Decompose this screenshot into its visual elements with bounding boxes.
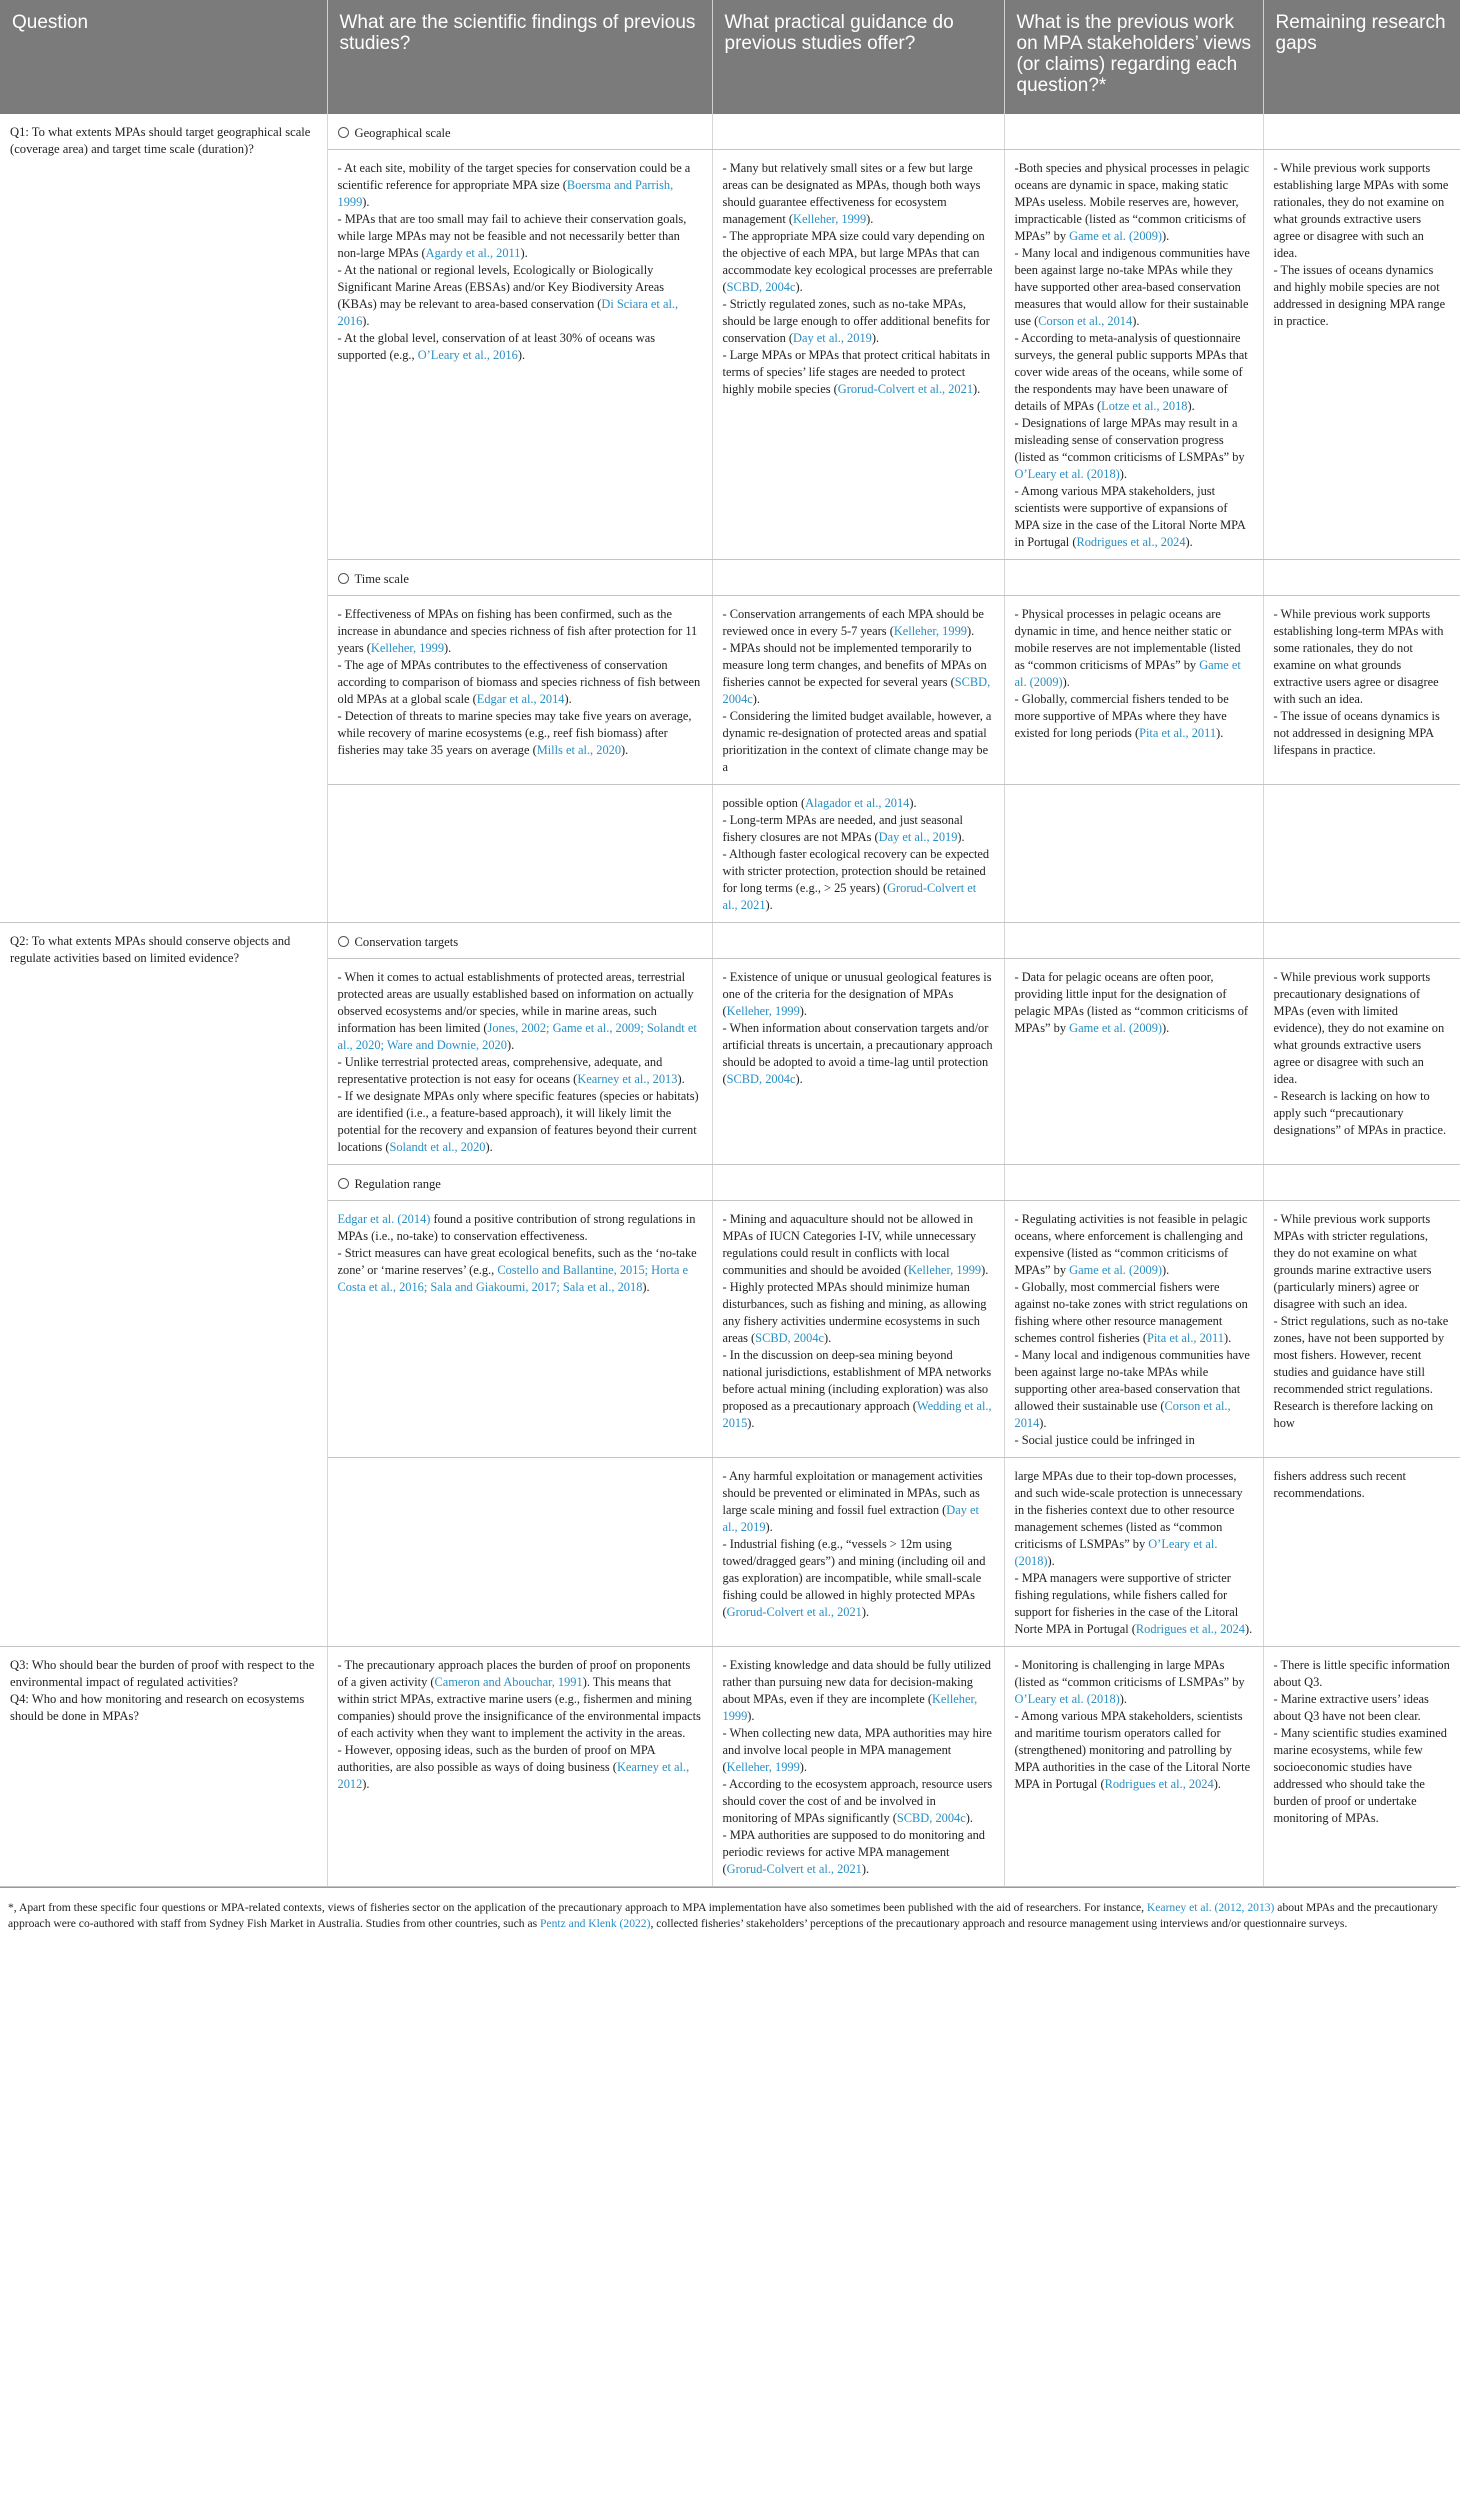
item-text: - MPA managers were supportive of stricter fishing regulations, while fishers called for support for fisheries in the case of the Litoral Norte MPA in Portugal (: [1014, 1571, 1239, 1636]
item-text: - Industrial fishing (e.g., “vessels > 12m using towed/dragged gears”) and mining (including oil and gas exploration) are incompatible, while small-scale fishing could be allowed in highly protected MPAs (: [722, 1537, 986, 1619]
item-text: - When collecting new data, MPA authorities may hire and involve local people in MPA management (: [722, 1726, 992, 1774]
circle-bullet-icon: [338, 127, 349, 138]
item-text: - MPAs that are too small may fail to achieve their conservation goals, while large MPAs may not be feasible and not necessarily better than non-large MPAs (: [337, 212, 687, 260]
table-header-row: [0, 0, 1460, 114]
list-item: [338, 1657, 702, 1742]
q1-time-guidance-cont: [712, 785, 1004, 923]
citation-link[interactable]: Costello and Ballantine, 2015; Horta e Costa et al., 2016; Sala and Giakoumi, 2017; Sala et al., 2018: [337, 1263, 688, 1294]
q2-reg-views: [1004, 1201, 1263, 1458]
list-item: [723, 1536, 994, 1621]
item-text: - Mining and aquaculture should not be allowed in MPAs of IUCN Categories I-IV, while unnecessary regulations could result in conflicts with local communities and should be avoided (: [722, 1212, 977, 1277]
item-text: ).: [861, 1605, 870, 1619]
list-item: [723, 606, 994, 640]
list-item: [1015, 245, 1253, 330]
subheading: Conservation targets: [354, 935, 459, 949]
citation-link[interactable]: Kelleher, 1999: [793, 212, 867, 226]
q2-reg-views-cont: [1004, 1458, 1263, 1647]
item-text: - Any harmful exploitation or management activities should be prevented or eliminated in MPAs, such as large scale mining and fossil fuel extraction (: [722, 1469, 983, 1517]
citation-link[interactable]: O’Leary et al. (2018): [1014, 467, 1120, 481]
list-item: [723, 347, 994, 398]
item-text: large MPAs due to their top-down processes, and such wide-scale protection is unnecessary in the fisheries context due to other resource management schemes (listed as “common criticisms of LSMPAs” by: [1014, 1469, 1243, 1551]
q1-time-views: [1004, 596, 1263, 785]
citation-link[interactable]: Kelleher, 1999: [893, 624, 967, 638]
list-item: [723, 846, 994, 914]
item-text: ).: [799, 1004, 808, 1018]
citation-link[interactable]: Kearney et al., 2013: [577, 1072, 678, 1086]
item-text: ).: [1185, 535, 1193, 549]
list-item: [338, 1742, 702, 1793]
item-text: ).: [1162, 1021, 1170, 1035]
q1-question: Q1: To what extents MPAs should target geographical scale (coverage area) and target time scale (duration)?: [0, 114, 327, 923]
citation-link[interactable]: Corson et al., 2014: [1038, 314, 1133, 328]
citation-link[interactable]: Game et al. (2009): [1014, 658, 1241, 689]
item-text: ).: [677, 1072, 685, 1086]
item-text: ).: [506, 1038, 515, 1052]
item-text: ).: [362, 1777, 370, 1791]
item-text: - Unlike terrestrial protected areas, comprehensive, adequate, and representative protection is not easy for oceans (: [337, 1055, 663, 1086]
item-text: - Among various MPA stakeholders, scientists and maritime tourism operators called for (strengthened) monitoring and patrolling by MPA authorities in the case of the Litoral Norte MPA in Portugal (: [1014, 1709, 1251, 1791]
item-text: - The appropriate MPA size could vary depending on the objective of each MPA, but large MPAs that can accommodate key ecological processes are preferrable (: [722, 229, 993, 294]
list-item: [338, 606, 702, 657]
q2-reg-guidance: [712, 1201, 1004, 1458]
citation-link[interactable]: Kelleher, 1999: [722, 1692, 978, 1723]
q2-tgt-gaps: [1263, 959, 1460, 1165]
citation-link[interactable]: Game et al. (2009): [1069, 229, 1163, 243]
item-text: ).: [1244, 1622, 1253, 1636]
item-text: - When it comes to actual establishments of protected areas, terrestrial protected areas are usually established based on information on actually observed ecosystems and/or species, while in marine areas, such information has been limited (: [337, 970, 694, 1035]
citation-link[interactable]: Game et al. (2009): [1069, 1263, 1163, 1277]
item-text: - Monitoring is challenging in large MPAs (listed as “common criticisms of LSMPAs” by: [1014, 1658, 1245, 1689]
citation-link[interactable]: Pita et al., 2011: [1139, 726, 1217, 740]
item-text: - Many but relatively small sites or a few but large areas can be designated as MPAs, though both ways should guarantee effectiveness for ecosystem management (: [722, 161, 981, 226]
citation-link[interactable]: Grorud-Colvert et al., 2021: [726, 1605, 862, 1619]
citation-link[interactable]: Wedding et al., 2015: [722, 1399, 992, 1430]
list-item: [1015, 1432, 1253, 1449]
list-item: [338, 1211, 702, 1245]
item-text: - There is little specific information about Q3.: [1273, 1658, 1450, 1689]
citation-link[interactable]: Day et al., 2019: [722, 1503, 979, 1534]
header-question: Question: [0, 0, 327, 114]
item-text: ).: [973, 382, 981, 396]
list-item: [1274, 1468, 1451, 1502]
q1-time-guidance: [712, 596, 1004, 785]
item-text: ).: [362, 195, 370, 209]
list-item: [1274, 708, 1451, 759]
item-text: -Both species and physical processes in pelagic oceans are dynamic in space, making static MPAs useless. Mobile reserves are, however, impracticable (listed as “common criticisms of MPAs” by: [1014, 161, 1250, 243]
subheading: Regulation range: [354, 1177, 441, 1191]
list-item: [338, 262, 702, 330]
list-item: [1015, 1657, 1253, 1708]
list-item: [1274, 1691, 1451, 1725]
citation-link[interactable]: O’Leary et al. (2018): [1014, 1692, 1120, 1706]
list-item: [723, 1347, 994, 1432]
citation-link[interactable]: Kelleher, 1999: [907, 1263, 982, 1277]
citation-link[interactable]: Lotze et al., 2018: [1101, 399, 1188, 413]
list-item: [723, 1725, 994, 1776]
list-item: [723, 708, 994, 776]
list-item: [1015, 415, 1253, 483]
item-text: - While previous work supports precautionary designations of MPAs (even with limited evidence), they do not examine on what grounds extractive users agree or disagree with such an idea.: [1273, 970, 1445, 1086]
list-item: [1274, 606, 1451, 708]
item-text: ).: [747, 1416, 755, 1430]
list-item: [1015, 1468, 1253, 1570]
list-item: [1015, 691, 1253, 742]
citation-link[interactable]: Grorud-Colvert et al., 2021: [726, 1862, 862, 1876]
item-text: ).: [1162, 1263, 1170, 1277]
citation-link[interactable]: Jones, 2002; Game et al., 2009; Solandt et al., 2020; Ware and Downie, 2020: [337, 1021, 697, 1052]
item-text: - Data for pelagic oceans are often poor, providing little input for the designation of pelagic MPAs (listed as “common criticisms of MPAs” by: [1014, 970, 1249, 1035]
table-row: [0, 114, 1460, 150]
item-text: ).: [871, 331, 880, 345]
q34-views: [1004, 1647, 1263, 1887]
list-item: [723, 1827, 994, 1878]
q3-question: Q3: Who should bear the burden of proof with respect to the environmental impact of regulated activities?: [10, 1658, 315, 1689]
item-text: - While previous work supports establishing long-term MPAs with some rationales, they do not examine on what grounds extractive users agree or disagree with such an idea.: [1273, 607, 1444, 706]
citation-link[interactable]: Alagador et al., 2014: [805, 796, 910, 810]
list-item: [723, 1776, 994, 1827]
citation-link[interactable]: Kelleher, 1999: [370, 641, 445, 655]
item-text: - At the global level, conservation of at least 30% of oceans was supported (e.g.,: [337, 331, 656, 362]
item-text: - At the national or regional levels, Ecologically or Biologically Significant Marine Areas (EBSAs) and/or Key Biodiversity Areas (KBAs) may be relevant to area-based conservation (: [337, 263, 665, 311]
item-text: - MPAs should not be implemented temporarily to measure long term changes, and benefits of MPAs on fisheries cannot be expected for several years (: [722, 641, 987, 689]
citation-link[interactable]: Boersma and Parrish, 1999: [337, 178, 674, 209]
q34-findings: [327, 1647, 712, 1887]
item-text: ).: [765, 1520, 773, 1534]
circle-bullet-icon: [338, 936, 349, 947]
q34-question: [0, 1647, 327, 1887]
list-item: [338, 708, 702, 759]
citation-link[interactable]: SCBD, 2004c: [896, 1811, 966, 1825]
item-text: - While previous work supports MPAs with stricter regulations, they do not examine on what grounds marine extractive users (particularly miners) agree or disagree with such an idea.: [1273, 1212, 1432, 1311]
item-text: - However, opposing ideas, such as the burden of proof on MPA authorities, are also possible as ways of doing business (: [337, 1743, 655, 1774]
citation-link[interactable]: O’Leary et al. (2018): [1014, 1537, 1218, 1568]
list-item: [723, 160, 994, 228]
list-item: [723, 812, 994, 846]
list-item: [723, 1657, 994, 1725]
list-item: [338, 1054, 702, 1088]
list-item: [338, 969, 702, 1054]
item-text: - The issues of oceans dynamics and highly mobile species are not addressed in designing MPA range in practice.: [1273, 263, 1446, 328]
citation-link[interactable]: Edgar et al. (2014): [337, 1212, 431, 1226]
q2-reg-gaps: [1263, 1201, 1460, 1458]
item-text: - MPA authorities are supposed to do monitoring and periodic reviews for active MPA management (: [722, 1828, 985, 1876]
item-text: ).: [1132, 314, 1140, 328]
q2-sub-targets: [327, 923, 712, 959]
q2-tgt-findings: [327, 959, 712, 1165]
q4-question: Q4: Who and how monitoring and research on ecosystems should be done in MPAs?: [10, 1692, 305, 1723]
item-text: - Long-term MPAs are needed, and just seasonal fishery closures are not MPAs (: [722, 813, 963, 844]
citation-link[interactable]: SCBD, 2004c: [722, 675, 991, 706]
list-item: [1274, 969, 1451, 1088]
item-text: ).: [752, 692, 761, 706]
q2-tgt-guidance: [712, 959, 1004, 1165]
list-item: [1274, 1657, 1451, 1691]
item-text: - Detection of threats to marine species may take five years on average, while recovery of marine ecosystems (e.g., reef fish biomass) after fisheries may take 35 years on average (: [337, 709, 692, 757]
list-item: [723, 1468, 994, 1536]
item-text: ).: [485, 1140, 493, 1154]
item-text: - The precautionary approach places the burden of proof on proponents of a given activity (: [337, 1658, 691, 1689]
item-text: - Although faster ecological recovery can be expected with stricter protection, protection should be retained for long terms (e.g., > 25 years) (: [722, 847, 990, 895]
item-text: ).: [981, 1263, 989, 1277]
item-text: ).: [795, 1072, 803, 1086]
item-text: ).: [861, 1862, 870, 1876]
header-guidance: What practical guidance do previous studies offer?: [712, 0, 1004, 114]
item-text: ).: [966, 624, 975, 638]
q2-question: Q2: To what extents MPAs should conserve objects and regulate activities based on limited evidence?: [0, 923, 327, 1647]
item-text: - While previous work supports establishing large MPAs with some rationales, they do not examine on what grounds extractive users agree or disagree with such an idea.: [1273, 161, 1449, 260]
citation-link[interactable]: SCBD, 2004c: [726, 280, 796, 294]
q1-geo-findings: [327, 150, 712, 560]
item-text: - Strict regulations, such as no-take zones, have not been supported by most fishers. However, recent studies and guidance have still recommended strict regulations. Research is therefore lacking on how: [1273, 1314, 1449, 1430]
q2-sub-regulation: [327, 1165, 712, 1201]
list-item: [1274, 262, 1451, 330]
item-text: - Physical processes in pelagic oceans are dynamic in time, and hence neither static or mobile reserves are not implementable (listed as “common criticisms of MPAs” by: [1014, 607, 1241, 672]
list-item: [1274, 1211, 1451, 1313]
item-text: ).: [564, 692, 572, 706]
citation-link[interactable]: Kelleher, 1999: [726, 1004, 800, 1018]
list-item: [338, 1245, 702, 1296]
citation-link[interactable]: Solandt et al., 2020: [389, 1140, 486, 1154]
citation-link[interactable]: Mills et al., 2020: [536, 743, 622, 757]
citation-link[interactable]: O’Leary et al., 2016: [417, 348, 518, 362]
q1-sub-geo: [327, 114, 712, 150]
citation-link[interactable]: Rodrigues et al., 2024: [1076, 535, 1186, 549]
footnote-text: *, Apart from these specific four questions or MPA-related contexts, views of fisheries sector on the application of the precautionary approach to MPA implementation have also sometimes been published with the aid of researchers. For instance,: [8, 1901, 1147, 1914]
citation-link[interactable]: Cameron and Abouchar, 1991: [434, 1675, 583, 1689]
item-text: ).: [1119, 1692, 1128, 1706]
item-text: - Designations of large MPAs may result in a misleading sense of conservation progress (listed as “common criticisms of LSMPAs” by: [1014, 416, 1245, 464]
item-text: - In the discussion on deep-sea mining beyond national jurisdictions, establishment of MPA networks before actual mining (including exploration) was also proposed as a precautionary approach (: [722, 1348, 992, 1413]
list-item: [1015, 160, 1253, 245]
item-text: ).: [520, 246, 528, 260]
item-text: - Effectiveness of MPAs on fishing has been confirmed, such as the increase in abundance and species richness of fish after protection for 11 years (: [337, 607, 698, 655]
circle-bullet-icon: [338, 573, 349, 584]
citation-link[interactable]: Di Sciara et al., 2016: [337, 297, 679, 328]
q1-geo-guidance: [712, 150, 1004, 560]
item-text: ).: [1162, 229, 1170, 243]
table-row: [0, 1647, 1460, 1887]
header-gaps: Remaining research gaps: [1263, 0, 1460, 114]
footnote-text: about MPAs and the precautionary approach were co-authored with staff from Sydney Fish Market in Australia. Studies from other countries, such as: [8, 1901, 1438, 1930]
list-item: [723, 1211, 994, 1279]
item-text: ).: [1039, 1416, 1047, 1430]
item-text: ).: [957, 830, 965, 844]
item-text: - The age of MPAs contributes to the effectiveness of conservation according to comparison of biomass and species richness of fish between old MPAs at a global scale (: [337, 658, 701, 706]
list-item: [1274, 1313, 1451, 1432]
list-item: [1015, 483, 1253, 551]
q2-tgt-views: [1004, 959, 1263, 1165]
item-text: ).: [444, 641, 452, 655]
list-item: [1015, 1211, 1253, 1279]
item-text: ).: [765, 898, 773, 912]
item-text: - Research is lacking on how to apply such “precautionary designations” of MPAs in practice.: [1273, 1089, 1447, 1137]
item-text: - Highly protected MPAs should minimize human disturbances, such as fishing and mining, as allowing any fishery activities undermine ecosystems in such areas (: [722, 1280, 987, 1345]
item-text: possible option (: [722, 796, 806, 810]
list-item: [338, 1088, 702, 1156]
citation-link[interactable]: Grorud-Colvert et al., 2021: [722, 881, 977, 912]
item-text: ).: [1047, 1554, 1055, 1568]
list-item: [1274, 160, 1451, 262]
item-text: ).: [1216, 726, 1224, 740]
item-text: - Large MPAs or MPAs that protect critical habitats in terms of species’ life stages are needed to protect highly mobile species (: [722, 348, 991, 396]
item-text: ).: [621, 743, 629, 757]
subheading: Geographical scale: [354, 126, 451, 140]
list-item: [1015, 606, 1253, 691]
item-text: ).: [1062, 675, 1070, 689]
citation-link[interactable]: Rodrigues et al., 2024: [1135, 1622, 1245, 1636]
list-item: [723, 969, 994, 1020]
citation-link[interactable]: Kearney et al., 2012: [337, 1760, 690, 1791]
list-item: [338, 211, 702, 262]
list-item: [1015, 969, 1253, 1037]
citation-link[interactable]: Corson et al., 2014: [1014, 1399, 1231, 1430]
item-text: fishers address such recent recommendations.: [1273, 1469, 1406, 1500]
item-text: ).: [1223, 1331, 1232, 1345]
list-item: [1015, 1708, 1253, 1793]
citation-link[interactable]: Grorud-Colvert et al., 2021: [837, 382, 974, 396]
item-text: - According to meta-analysis of questionnaire surveys, the general public supports MPAs that cover wide areas of the oceans, while some of the respondents may have been unaware of details of MPAs (: [1014, 331, 1248, 413]
item-text: - The issue of oceans dynamics is not addressed in designing MPA lifespans in practice.: [1273, 709, 1440, 757]
list-item: [1015, 330, 1253, 415]
item-text: ).: [866, 212, 874, 226]
citation-link[interactable]: Pita et al., 2011: [1146, 1331, 1224, 1345]
q1-sub-time: [327, 560, 712, 596]
citation-link[interactable]: Pentz and Klenk (2022): [540, 1917, 651, 1930]
citation-link[interactable]: Game et al. (2009): [1069, 1021, 1163, 1035]
item-text: - According to the ecosystem approach, resource users should cover the cost of and be involved in monitoring of MPAs significantly (: [722, 1777, 993, 1825]
header-views: What is the previous work on MPA stakeholders’ views (or claims) regarding each question?*: [1004, 0, 1263, 114]
list-item: [338, 160, 702, 211]
item-text: - If we designate MPAs only where specific features (species or habitats) are identified (i.e., a feature-based approach), it will likely limit the potential for the recovery and expansion of features beyond their current locations (: [337, 1089, 699, 1154]
list-item: [1015, 1279, 1253, 1347]
list-item: [723, 1020, 994, 1088]
item-text: - Globally, most commercial fishers were against no-take zones with strict regulations on fishing where other resource management schemes control fisheries (: [1014, 1280, 1248, 1345]
citation-link[interactable]: Rodrigues et al., 2024: [1104, 1777, 1214, 1791]
item-text: ).: [642, 1280, 650, 1294]
item-text: - At each site, mobility of the target species for conservation could be a scientific reference for appropriate MPA size (: [337, 161, 691, 192]
item-text: - Existence of unique or unusual geological features is one of the criteria for the designation of MPAs (: [722, 970, 992, 1018]
item-text: ). This means that within strict MPAs, extractive marine users (e.g., fishermen and mining companies) should prove the insignificance of the environmental impacts of each activity when they want to implement the activity in the areas.: [337, 1675, 701, 1740]
list-item: [1274, 1725, 1451, 1827]
item-text: ).: [362, 314, 370, 328]
q1-geo-views: [1004, 150, 1263, 560]
q34-guidance: [712, 1647, 1004, 1887]
item-text: - Conservation arrangements of each MPA should be reviewed once in every 5-7 years (: [722, 607, 984, 638]
item-text: - Among various MPA stakeholders, just scientists were supportive of expansions of MPA size in the case of the Litoral Norte MPA in Portugal (: [1014, 484, 1246, 549]
q1-time-gaps: [1263, 596, 1460, 785]
citation-link[interactable]: Day et al., 2019: [793, 331, 872, 345]
list-item: [338, 657, 702, 708]
list-item: [1015, 1347, 1253, 1432]
footnote: [0, 1887, 1456, 1932]
item-text: - Marine extractive users’ ideas about Q3 have not been clear.: [1273, 1692, 1429, 1723]
item-text: - Regulating activities is not feasible in pelagic oceans, where enforcement is challenging and expensive (listed as “common criticisms of MPAs” by: [1014, 1212, 1248, 1277]
item-text: ).: [909, 796, 917, 810]
item-text: - Many local and indigenous communities have been against large no-take MPAs while supporting other area-based conservation that allowed their sustainable use (: [1014, 1348, 1250, 1413]
list-item: [723, 296, 994, 347]
list-item: [723, 228, 994, 296]
item-text: - Considering the limited budget available, however, a dynamic re-designation of protected areas and spatial prioritization in the context of climate change may be a: [722, 709, 992, 774]
footnote-text: , collected fisheries’ stakeholders’ perceptions of the precautionary approach and resource management using interviews and/or questionnaire surveys.: [650, 1917, 1348, 1930]
q1-time-findings: [327, 596, 712, 785]
item-text: ).: [1213, 1777, 1221, 1791]
q1-geo-gaps: [1263, 150, 1460, 560]
q2-reg-findings: [327, 1201, 712, 1458]
circle-bullet-icon: [338, 1178, 349, 1189]
item-text: - Many local and indigenous communities have been against large no-take MPAs while they have supported other area-based conservation measures that would allow for their sustainable use (: [1014, 246, 1250, 328]
item-text: - Globally, commercial fishers tended to be more supportive of MPAs where they have existed for long periods (: [1014, 692, 1229, 740]
citation-link[interactable]: Edgar et al., 2014: [476, 692, 565, 706]
q2-reg-guidance-cont: [712, 1458, 1004, 1647]
citation-link[interactable]: Kelleher, 1999: [726, 1760, 800, 1774]
citation-link[interactable]: Kearney et al. (2012, 2013): [1146, 1901, 1275, 1914]
q2-reg-gaps-cont: [1263, 1458, 1460, 1647]
list-item: [723, 795, 994, 812]
item-text: ).: [747, 1709, 755, 1723]
item-text: ).: [799, 1760, 808, 1774]
item-text: - Strictly regulated zones, such as no-take MPAs, should be large enough to offer additional benefits for conservation (: [722, 297, 990, 345]
header-findings: What are the scientific findings of previous studies?: [327, 0, 712, 114]
item-text: ).: [1119, 467, 1128, 481]
list-item: [723, 1279, 994, 1347]
list-item: [1274, 1088, 1451, 1139]
item-text: - Existing knowledge and data should be fully utilized rather than pursuing new data for decision-making about MPAs, even if they are incomplete (: [722, 1658, 991, 1706]
table-row: [0, 923, 1460, 959]
citation-link[interactable]: SCBD, 2004c: [755, 1331, 825, 1345]
item-text: ).: [795, 280, 803, 294]
citation-link[interactable]: SCBD, 2004c: [726, 1072, 796, 1086]
item-text: ).: [1187, 399, 1195, 413]
subheading: Time scale: [354, 572, 409, 586]
item-text: - Social justice could be infringed in: [1014, 1433, 1195, 1447]
q34-gaps: [1263, 1647, 1460, 1887]
list-item: [1015, 1570, 1253, 1638]
item-text: - Many scientific studies examined marine ecosystems, while few socioeconomic studies have addressed who should take the burden of proof or undertake monitoring of MPAs.: [1273, 1726, 1447, 1825]
item-text: ).: [965, 1811, 973, 1825]
item-text: ).: [517, 348, 526, 362]
item-text: found a positive contribution of strong regulations in MPAs (i.e., no-take) to conservation effectiveness.: [337, 1212, 696, 1243]
item-text: - When information about conservation targets and/or artificial threats is uncertain, a precautionary approach should be adopted to avoid a time-lag until protection (: [722, 1021, 993, 1086]
citation-link[interactable]: Day et al., 2019: [878, 830, 958, 844]
citation-link[interactable]: Agardy et al., 2011: [425, 246, 521, 260]
list-item: [338, 330, 702, 364]
item-text: ).: [824, 1331, 832, 1345]
list-item: [723, 640, 994, 708]
item-text: - Strict measures can have great ecological benefits, such as the ‘no-take zone’ or ‘marine reserves’ (e.g.,: [337, 1246, 697, 1277]
